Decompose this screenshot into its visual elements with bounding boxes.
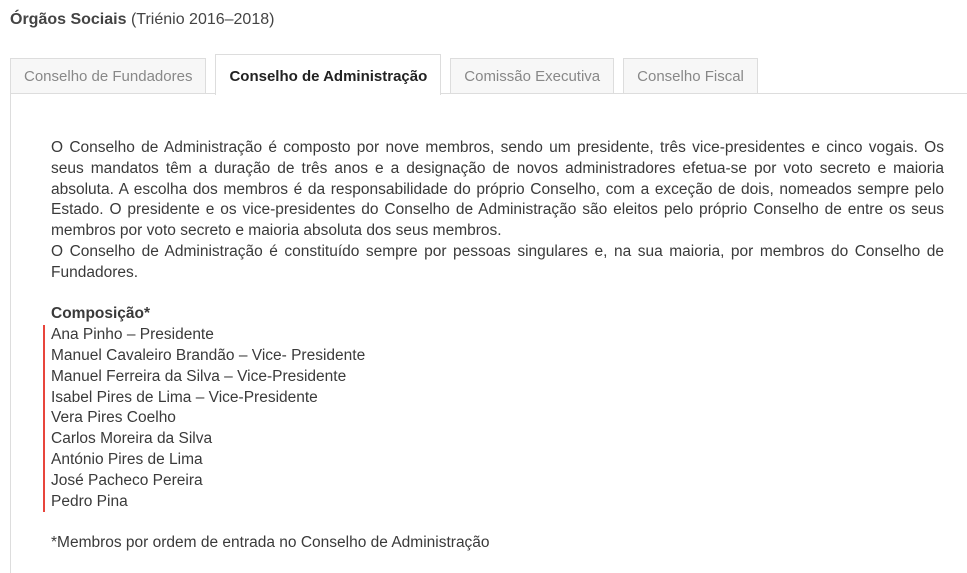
tab-panel	[10, 93, 967, 573]
spacer	[51, 512, 944, 533]
list-item: Pedro Pina	[51, 492, 128, 510]
tab-bar	[10, 53, 767, 94]
members-accent-line	[43, 325, 45, 512]
members-list	[51, 325, 944, 512]
list-item: Ana Pinho – Presidente	[51, 326, 214, 344]
list-item: Vera Pires Coelho	[51, 409, 176, 427]
page-title: Órgãos Sociais	[10, 11, 127, 28]
tab-conselho-de-administracao[interactable]: Conselho de Administração	[215, 54, 441, 95]
tab-conselho-de-fundadores[interactable]: Conselho de Fundadores	[10, 58, 206, 94]
tab-content	[51, 138, 944, 554]
list-item: Manuel Cavaleiro Brandão – Vice- Presidente	[51, 346, 366, 364]
list-item: Carlos Moreira da Silva	[51, 430, 213, 448]
page-heading	[10, 10, 274, 30]
page-subtitle: (Triénio 2016–2018)	[130, 11, 275, 28]
tab-comissao-executiva[interactable]: Comissão Executiva	[450, 58, 614, 94]
spacer	[51, 284, 944, 305]
footnote: *Membros por ordem de entrada no Conselho de Administração	[51, 534, 490, 552]
composition-title: Composição*	[51, 305, 151, 323]
list-item: Manuel Ferreira da Silva – Vice-Presidente	[51, 367, 347, 385]
description-paragraph-2: O Conselho de Administração é constituído sempre por pessoas singulares e, na sua maioria, por membros do Conselho de Fundadores.	[51, 242, 944, 281]
list-item: Isabel Pires de Lima – Vice-Presidente	[51, 388, 318, 406]
description-paragraph-1: O Conselho de Administração é composto por nove membros, sendo um presidente, três vice-presidentes e cinco vogais. Os seus mandatos têm a duração de três anos e a designação de novos administradores efetua-se por voto secreto e maioria absoluta. A escolha dos membros é da responsabilidade do próprio Conselho, com a exceção de dois, nomeados sempre pelo Estado. O presidente e os vice-presidentes do Conselho de Administração são eleitos pelo próprio Conselho de entre os seus membros por voto secreto e maioria absoluta dos seus membros.	[51, 139, 944, 240]
list-item: José Pacheco Pereira	[51, 471, 203, 489]
tab-conselho-fiscal[interactable]: Conselho Fiscal	[623, 58, 758, 94]
list-item: António Pires de Lima	[51, 450, 203, 468]
